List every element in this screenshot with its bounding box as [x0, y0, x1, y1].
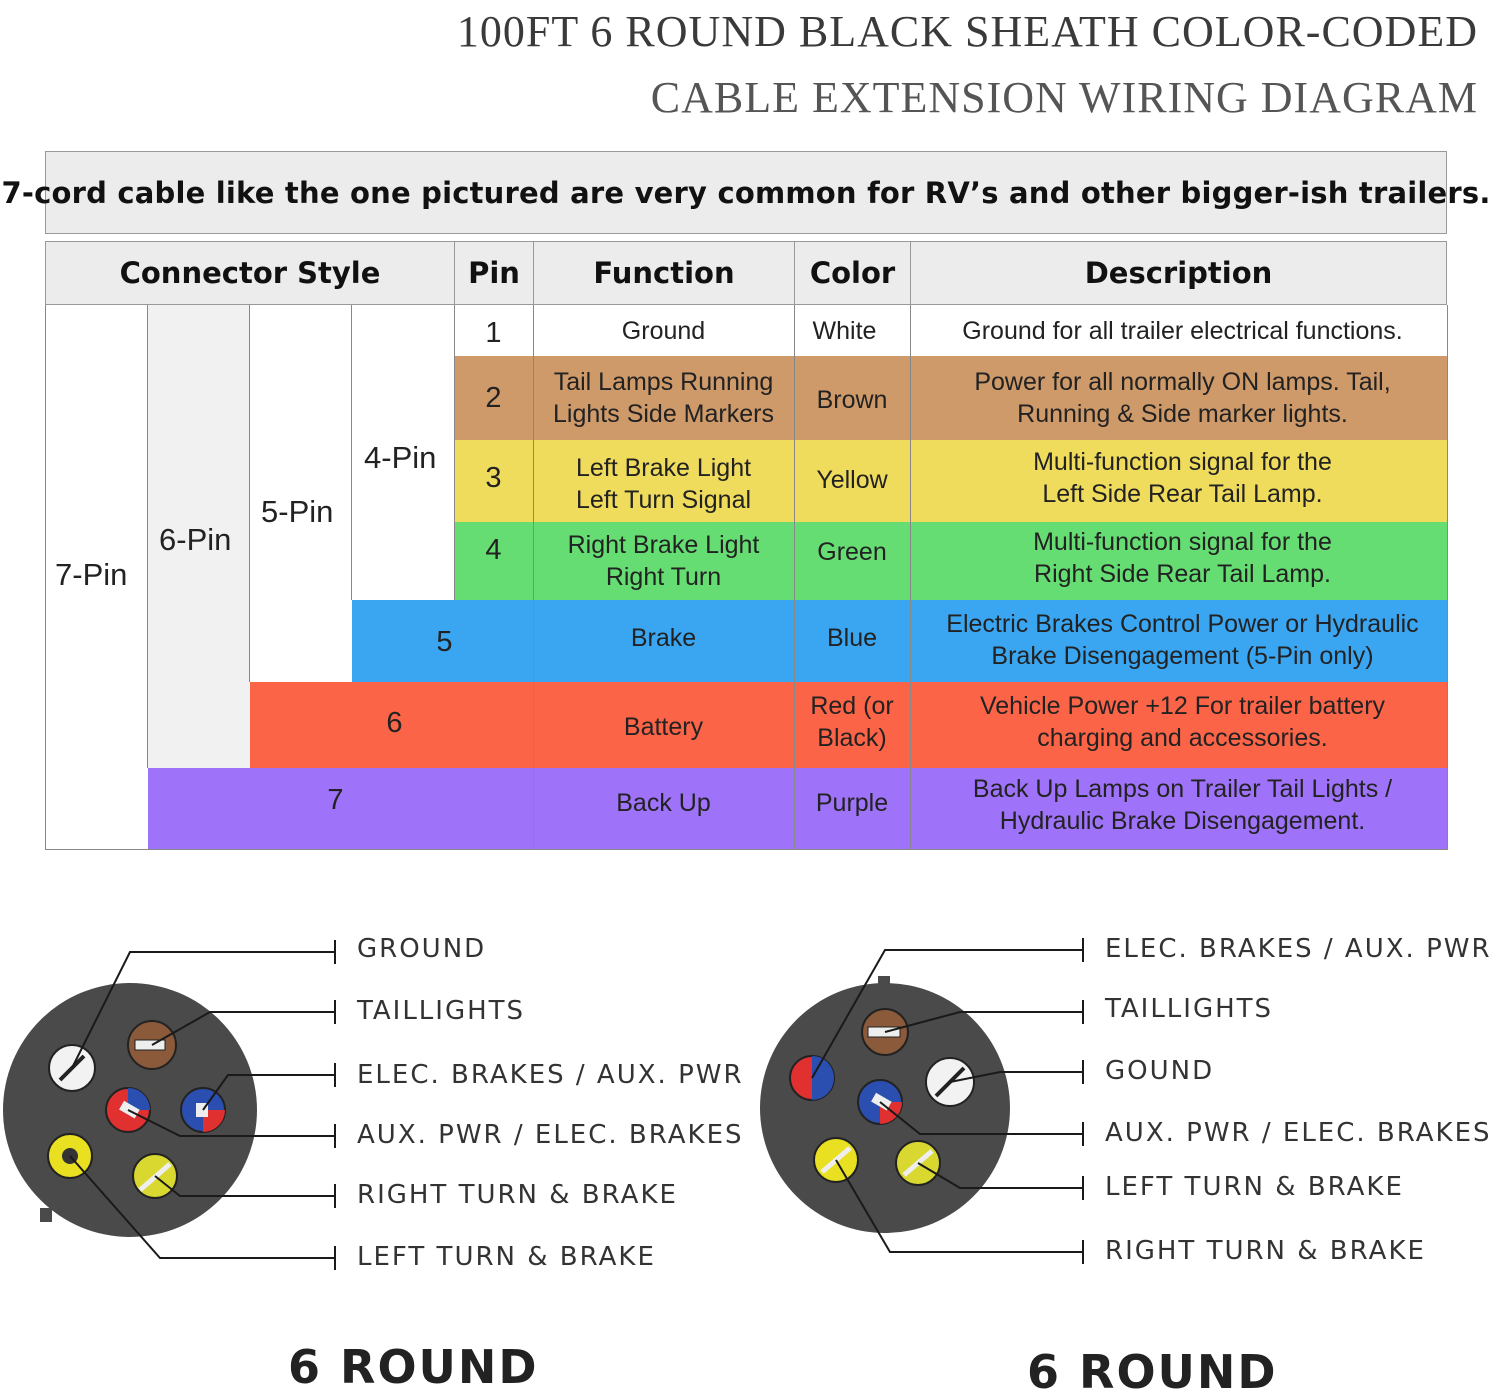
function-1: Ground	[621, 316, 706, 345]
left-connector-caption: 6 ROUND	[288, 1340, 539, 1394]
right-label-elec-brakes: ELEC. BRAKES / AUX. PWR	[1105, 934, 1492, 964]
right-label-ground: GOUND	[1105, 1056, 1215, 1086]
description-5: Electric Brakes Control Power or Hydraulic Brake Disengagement (5-Pin only)	[946, 610, 1419, 670]
description-2: Power for all normally ON lamps. Tail, Running & Side marker lights.	[974, 368, 1391, 428]
color-2: Brown	[816, 386, 888, 414]
pin-1: 1	[485, 317, 502, 349]
left-label-taillights: TAILLIGHTS	[357, 996, 526, 1026]
left-label-ground: GROUND	[357, 934, 487, 964]
color-4: Green	[817, 538, 887, 566]
pin-6: 6	[386, 707, 403, 739]
description-7: Back Up Lamps on Trailer Tail Lights / Hydraulic Brake Disengagement.	[972, 775, 1393, 835]
color-5: Blue	[826, 624, 878, 652]
right-label-aux-pwr: AUX. PWR / ELEC. BRAKES	[1105, 1118, 1492, 1148]
right-connector-caption: 6 ROUND	[1027, 1345, 1278, 1399]
left-label-left-turn: LEFT TURN & BRAKE	[357, 1242, 656, 1272]
left-pin-center	[106, 1088, 150, 1132]
function-5: Brake	[630, 624, 697, 652]
left-label-elec-brakes: ELEC. BRAKES / AUX. PWR	[357, 1060, 744, 1090]
header-function: Function	[533, 241, 795, 305]
pin-4: 4	[485, 534, 502, 566]
left-connector	[3, 940, 335, 1270]
color-1: White	[812, 316, 877, 345]
style-label-4pin: 4-Pin	[364, 440, 437, 475]
function-4: Right Brake Light Right Turn	[567, 531, 760, 591]
color-7: Purple	[815, 789, 889, 817]
description-6: Vehicle Power +12 For trailer battery charging and accessories.	[979, 692, 1386, 752]
color-6: Red (or Black)	[810, 692, 894, 752]
function-7: Back Up	[616, 789, 711, 817]
left-label-right-turn: RIGHT TURN & BRAKE	[357, 1180, 678, 1210]
right-connector	[760, 938, 1083, 1264]
right-label-right-turn: RIGHT TURN & BRAKE	[1105, 1236, 1426, 1266]
style-label-7pin: 7-Pin	[55, 557, 128, 592]
function-6: Battery	[623, 713, 704, 741]
function-2: Tail Lamps Running Lights Side Markers	[553, 368, 774, 428]
color-3: Yellow	[816, 466, 888, 494]
header-description: Description	[910, 241, 1447, 305]
info-banner: 7-cord cable like the one pictured are very common for RV’s and other bigger-ish trailers.	[45, 151, 1447, 234]
description-4: Multi-function signal for the Right Side Rear Tail Lamp.	[1033, 528, 1332, 588]
function-3: Left Brake Light Left Turn Signal	[575, 454, 752, 514]
page-subtitle: CABLE EXTENSION WIRING DIAGRAM	[650, 73, 1478, 122]
page-title: 100FT 6 ROUND BLACK SHEATH COLOR-CODED	[456, 7, 1478, 56]
left-label-aux-pwr: AUX. PWR / ELEC. BRAKES	[357, 1120, 744, 1150]
pin-2: 2	[485, 382, 502, 414]
right-label-left-turn: LEFT TURN & BRAKE	[1105, 1172, 1404, 1202]
pin-5: 5	[436, 626, 453, 658]
header-pin: Pin	[454, 241, 534, 305]
header-connector-style: Connector Style	[45, 241, 455, 305]
description-1: Ground for all trailer electrical functions.	[962, 316, 1403, 345]
pin-3: 3	[485, 462, 502, 494]
right-label-taillights: TAILLIGHTS	[1105, 994, 1274, 1024]
style-label-6pin: 6-Pin	[159, 522, 232, 557]
pin-7: 7	[327, 784, 344, 816]
description-3: Multi-function signal for the Left Side Rear Tail Lamp.	[1033, 448, 1332, 508]
style-label-5pin: 5-Pin	[261, 494, 334, 529]
header-color: Color	[794, 241, 911, 305]
